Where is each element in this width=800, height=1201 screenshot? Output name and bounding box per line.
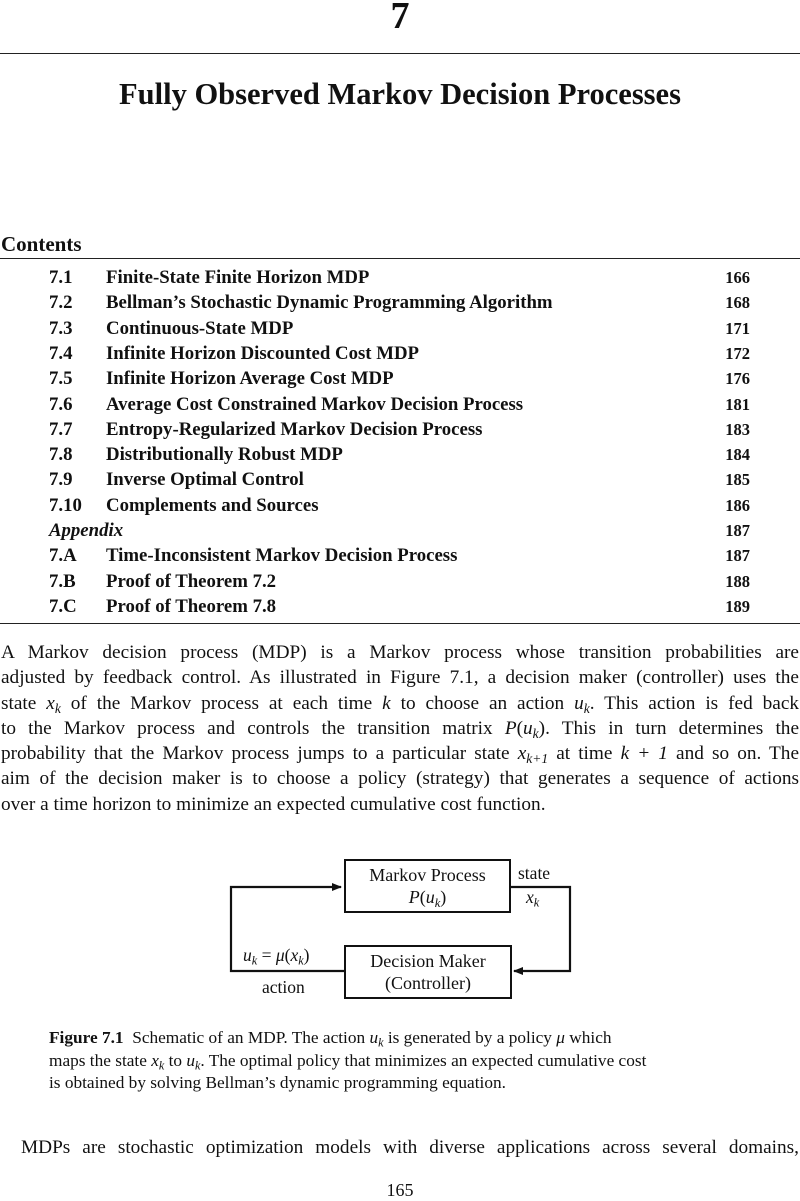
toc-title: Finite-State Finite Horizon MDP [106, 267, 370, 288]
toc-number: 7.4 [49, 342, 73, 364]
toc-title: Entropy-Regularized Markov Decision Process [106, 418, 483, 440]
toc-number: 7.3 [49, 317, 73, 339]
toc-page: 185 [725, 470, 750, 490]
toc-title: Bellman’s Stochastic Dynamic Programming Algorithm [106, 292, 553, 314]
toc-title: Proof of Theorem 7.2 [106, 570, 277, 592]
toc-title: Time-Inconsistent Markov Decision Process [106, 545, 458, 567]
text-line: to the Markov process and controls the transition matrix $P(u_k)$. This in turn determines the [1, 717, 799, 741]
chapter-title: Fully Observed Markov Decision Processes [119, 77, 681, 111]
toc-number: 7.5 [49, 368, 73, 390]
toc-page: 176 [725, 369, 750, 389]
policy-equation: $u_k = \mu(x_k)$ [243, 945, 310, 968]
state-label: state [518, 863, 551, 883]
toc-page: 184 [725, 445, 750, 465]
caption-line: Figure 7.1 Schematic of an MDP. The action $u_k$ is generated by a policy μ which [49, 1028, 612, 1050]
toc-page: 188 [725, 571, 750, 591]
toc-page: 181 [725, 394, 750, 414]
markov-process-title: Markov Process [369, 865, 486, 885]
toc-page: 171 [725, 318, 750, 338]
decision-maker-title: Decision Maker [370, 951, 486, 971]
toc-number: 7.C [49, 595, 77, 617]
caption-line: maps the state $x_k$ to $u_k$. The optimal policy that minimizes an expected cumulative cost [49, 1050, 647, 1073]
action-label: action [262, 977, 305, 997]
toc-number: 7.8 [49, 444, 73, 466]
markov-process-box [344, 859, 511, 913]
toc-page: 189 [725, 596, 750, 616]
text-line: A Markov decision process (MDP) is a Markov process whose transition probabilities are [1, 642, 799, 663]
toc-number: 7.A [49, 545, 77, 567]
markov-process-matrix: $P(u_k)$ [408, 887, 447, 910]
toc-title: Proof of Theorem 7.8 [106, 595, 277, 617]
toc-page: 187 [725, 546, 750, 566]
figure-caption [49, 1027, 749, 1095]
toc-title: Continuous-State MDP [106, 317, 294, 339]
toc-title: Average Cost Constrained Markov Decision Process [106, 393, 524, 415]
toc-title: Complements and Sources [106, 494, 319, 516]
decision-maker-subtitle: (Controller) [385, 973, 471, 993]
toc-page: 172 [725, 343, 750, 363]
chapter-number: 7 [390, 0, 410, 37]
toc-title: Infinite Horizon Discounted Cost MDP [106, 342, 420, 364]
toc-page: 187 [725, 521, 750, 540]
toc-number: 7.9 [49, 469, 73, 491]
toc-title: Inverse Optimal Control [106, 469, 304, 491]
toc-number: 7.10 [49, 494, 82, 516]
toc-page: 166 [725, 268, 750, 287]
toc-number: 7.1 [49, 267, 73, 288]
text-line: over a time horizon to minimize an expected cumulative cost function. [1, 793, 546, 815]
toc-appendix-label: Appendix [49, 520, 124, 541]
toc-number: 7.6 [49, 393, 73, 415]
toc-page: 186 [725, 495, 750, 515]
page-number: 165 [386, 1180, 414, 1200]
toc-page: 183 [725, 419, 750, 439]
text-line: aim of the decision maker is to choose a policy (strategy) that generates a sequence of actions [1, 768, 799, 790]
text-line: adjusted by feedback control. As illustrated in Figure 7.1, a decision maker (controller) uses the [1, 667, 799, 689]
caption-line: is obtained by solving Bellman’s dynamic programming equation. [49, 1073, 506, 1092]
text-line: probability that the Markov process jumps to a particular state $x_{k+1}$ at time k + 1 and so on. The [1, 743, 800, 767]
caption-label: Figure 7.1 [49, 1028, 124, 1047]
state-symbol: $x_k$ [526, 887, 540, 910]
state-feedback-arrow [510, 887, 570, 971]
toc-title: Distributionally Robust MDP [106, 444, 343, 466]
toc-number: 7.7 [49, 418, 73, 440]
body-paragraph-2 [1, 1135, 799, 1160]
toc-page: 168 [725, 293, 750, 313]
text-line: MDPs are stochastic optimization models with diverse applications across several domains, [21, 1137, 799, 1158]
toc-title: Infinite Horizon Average Cost MDP [106, 368, 394, 390]
toc-number: 7.2 [49, 292, 73, 314]
text-line: state $x_k$ of the Markov process at each time k to choose an action $u_k$. This action is fed back [1, 692, 800, 716]
decision-maker-box [344, 945, 512, 999]
toc-number: 7.B [49, 570, 76, 592]
contents-heading: Contents [1, 232, 82, 256]
